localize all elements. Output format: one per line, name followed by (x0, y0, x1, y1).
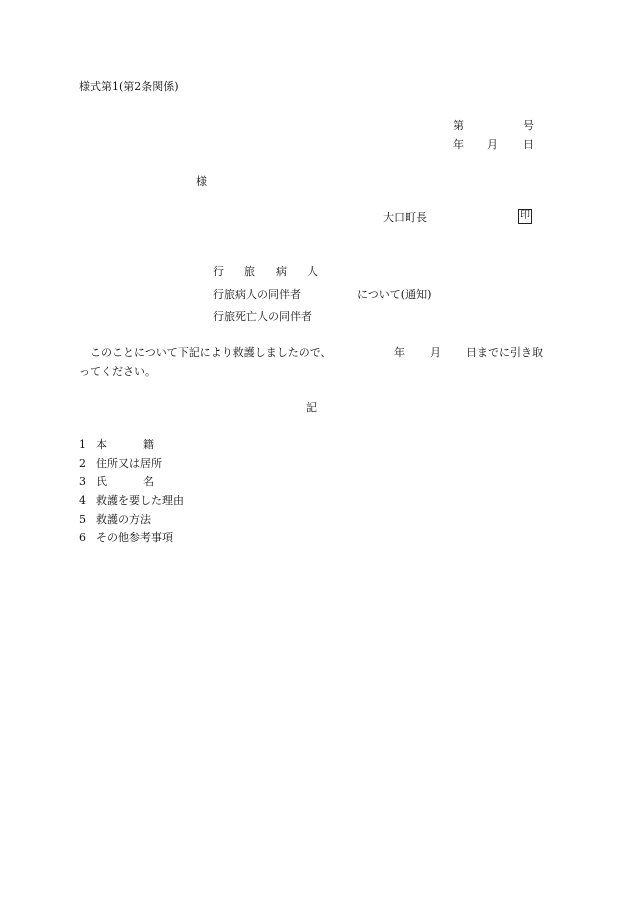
item-label: 住所又は居所 (96, 457, 162, 470)
item-number: 1 (79, 438, 86, 451)
item-label: その他参考事項 (96, 531, 173, 544)
body-text-part2: 日までに引き取 (466, 346, 543, 359)
item-label: 救護を要した理由 (96, 494, 184, 507)
addressee-sama: 様 (196, 175, 207, 188)
subject-line2: 行旅病人の同伴者 (213, 288, 301, 301)
form-title: 様式第1(第2条関係) (79, 80, 179, 93)
number-prefix: 第 (453, 119, 464, 132)
subject-line1-char3: 病 (276, 265, 287, 278)
date-month: 月 (487, 138, 498, 151)
sender-title: 大口町長 (383, 211, 427, 224)
item-number: 2 (79, 457, 86, 470)
date-year: 年 (453, 138, 464, 151)
item-number: 4 (79, 494, 86, 507)
subject-line1-char2: 旅 (244, 265, 255, 278)
body-year: 年 (394, 346, 405, 359)
subject-line3: 行旅死亡人の同伴者 (213, 310, 312, 323)
body-text-part1: このことについて下記により救護しましたので、 (90, 346, 332, 359)
item-label-b: 籍 (143, 438, 154, 451)
subject-suffix: について(通知) (357, 288, 432, 301)
item-label: 救護の方法 (96, 513, 151, 526)
body-text-line2: ってください。 (79, 365, 156, 378)
number-suffix: 号 (523, 119, 534, 132)
item-number: 5 (79, 513, 86, 526)
item-number: 3 (79, 475, 86, 488)
item-label-a: 氏 (96, 475, 107, 488)
ki-heading: 記 (306, 401, 317, 414)
subject-line1-char4: 人 (307, 265, 318, 278)
date-day: 日 (523, 138, 534, 151)
body-month: 月 (430, 346, 441, 359)
item-number: 6 (79, 531, 86, 544)
seal-box (518, 209, 532, 224)
subject-line1-char1: 行 (213, 265, 224, 278)
item-label-b: 名 (143, 475, 154, 488)
seal-mark: 印 (520, 210, 530, 221)
item-label-a: 本 (96, 438, 107, 451)
